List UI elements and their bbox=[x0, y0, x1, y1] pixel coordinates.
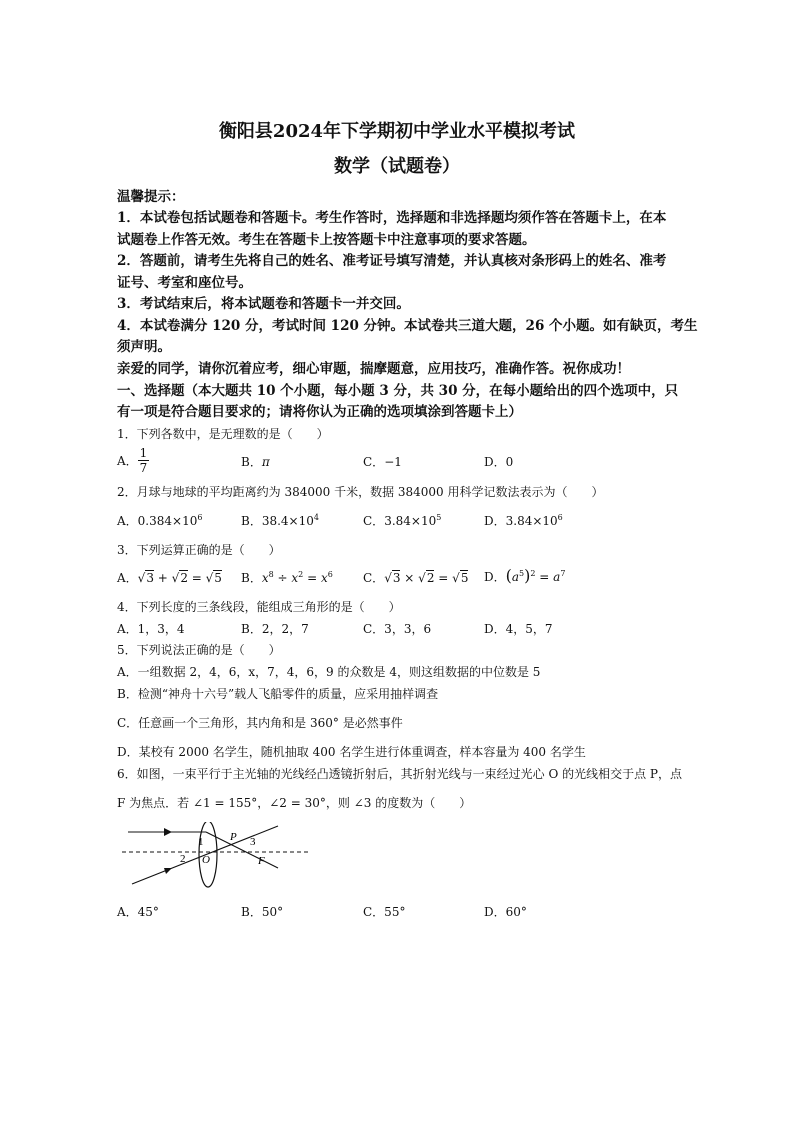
q5-option-b: B．检测“神舟十六号”载人飞船零件的质量，应采用抽样调查 bbox=[117, 687, 439, 701]
q2-option-a: A．$0.384\times 10^6$ bbox=[117, 513, 203, 528]
q6-option-c: C．55° bbox=[363, 905, 406, 919]
point-o-label: O bbox=[202, 854, 210, 866]
note-line: 3．考试结束后，将本试题卷和答题卡一并交回。 bbox=[117, 296, 410, 312]
q6-stem-cont: F 为焦点．若 ∠1 = 155°，∠2 = 30°，则 ∠3 的度数为（ ） bbox=[117, 796, 472, 810]
q1-option-c: C．−1 bbox=[363, 455, 402, 469]
notes-heading: 温馨提示： bbox=[117, 189, 185, 205]
exam-subtitle: 数学（试题卷） bbox=[334, 156, 460, 177]
q4-option-a: A．1，3，4 bbox=[117, 622, 185, 636]
q1-option-d: D．0 bbox=[484, 455, 514, 469]
note-line: 2．答题前，请考生先将自己的姓名、准考证号填写清楚，并认真核对条形码上的姓名、准考 bbox=[117, 253, 667, 269]
note-line: 1．本试卷包括试题卷和答题卡。考生作答时，选择题和非选择题均须作答在答题卡上，在本 bbox=[117, 210, 667, 226]
q3-stem: 3．下列运算正确的是（ ） bbox=[117, 543, 281, 557]
point-f-label: F bbox=[258, 855, 265, 867]
q2-option-b: B．$38.4\times 10^4$ bbox=[241, 513, 319, 528]
angle-2-label: 2 bbox=[180, 853, 186, 865]
q4-option-c: C．3，3，6 bbox=[363, 622, 432, 636]
q6-option-b: B．50° bbox=[241, 905, 284, 919]
q6-option-d: D．60° bbox=[484, 905, 527, 919]
note-line: 证号、考室和座位号。 bbox=[117, 275, 252, 291]
q5-option-c: C．任意画一个三角形，其内角和是 360° 是必然事件 bbox=[117, 716, 403, 730]
q1-stem: 1．下列各数中，是无理数的是（ ） bbox=[117, 427, 329, 441]
section-heading: 一、选择题（本大题共 10 个小题，每小题 3 分，共 30 分，在每小题给出的四个选项中，只 bbox=[117, 383, 679, 399]
q2-option-d: D．$3.84\times 10^6$ bbox=[484, 513, 563, 528]
q3-option-c: C．√3 × √2 = √5 bbox=[363, 571, 469, 585]
q3-option-b: B．$x^8 \div x^2 = x^6$ bbox=[241, 570, 333, 585]
q5-option-d: D．某校有 2000 名学生，随机抽取 400 名学生进行体重调查，样本容量为 400 名学生 bbox=[117, 745, 586, 759]
q3-option-a: A．√3 + √2 = √5 bbox=[117, 571, 222, 585]
q6-option-a: A．45° bbox=[117, 905, 159, 919]
q2-option-c: C．$3.84\times 10^5$ bbox=[363, 513, 442, 528]
encouragement: 亲爱的同学，请你沉着应考，细心审题，揣摩题意，应用技巧，准确作答。祝你成功！ bbox=[117, 361, 630, 377]
q1-option-a: A． $\frac{1}{7}$ bbox=[117, 446, 148, 475]
section-heading-cont: 有一项是符合题目要求的；请将你认为正确的选项填涂到答题卡上） bbox=[117, 404, 522, 420]
q3-option-d: D．$(a^5)^2 = a^7$ bbox=[484, 566, 566, 585]
q4-option-d: D．4，5，7 bbox=[484, 622, 553, 636]
angle-1-label: 1 bbox=[198, 836, 204, 848]
q5-option-a: A．一组数据 2，4，6，x，7，4，6，9 的众数是 4，则这组数据的中位数是 5 bbox=[117, 665, 541, 679]
q6-stem: 6．如图，一束平行于主光轴的光线经凸透镜折射后，其折射光线与一束经过光心 O 的光线相交于点 P，点 bbox=[117, 767, 682, 781]
note-line: 4．本试卷满分 120 分，考试时间 120 分钟。本试卷共三道大题，26 个小题。如有缺页，考生 bbox=[117, 318, 698, 334]
q1-option-b: B．π bbox=[241, 455, 270, 469]
point-p-label: P bbox=[230, 831, 237, 843]
note-line: 试题卷上作答无效。考生在答题卡上按答题卡中注意事项的要求答题。 bbox=[117, 232, 536, 248]
lens-diagram bbox=[118, 822, 318, 890]
exam-title: 衡阳县2024年下学期初中学业水平模拟考试 bbox=[218, 121, 576, 142]
note-line: 须声明。 bbox=[117, 339, 171, 355]
angle-3-label: 3 bbox=[250, 836, 256, 848]
q2-stem: 2．月球与地球的平均距离约为 384000 千米，数据 384000 用科学记数法表示为（ ） bbox=[117, 485, 604, 499]
q5-stem: 5．下列说法正确的是（ ） bbox=[117, 643, 281, 657]
q4-stem: 4．下列长度的三条线段，能组成三角形的是（ ） bbox=[117, 600, 401, 614]
q4-option-b: B．2，2，7 bbox=[241, 622, 309, 636]
